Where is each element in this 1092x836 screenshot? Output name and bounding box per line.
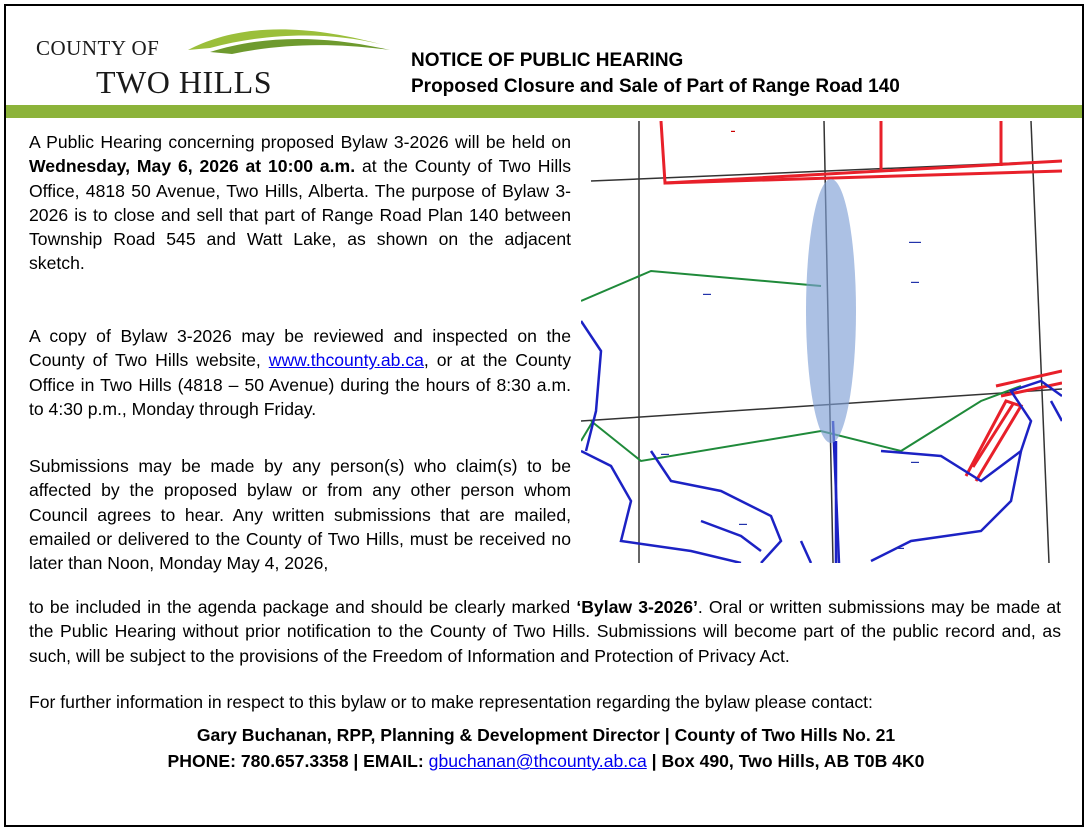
hearing-paragraph: [29, 130, 571, 276]
hearing-text-b: at the County of Two Hills Office, 4818 50 Avenue, Two Hills, Alberta. The purpose of Bylaw 3-2026 is to close and sell that part of Range Road Plan 140 between Township Road 545 and Watt Lake, as shown on the adjacent sketch.: [29, 156, 571, 274]
logo-county-of: COUNTY OF: [36, 36, 160, 60]
map-drawing: [581, 121, 1062, 563]
hearing-text-a: A Public Hearing concerning proposed Bylaw 3-2026 will be held on: [29, 132, 571, 152]
closure-area-highlight: [806, 179, 856, 443]
contact-address: | Box 490, Two Hills, AB T0B 4K0: [646, 751, 925, 771]
county-logo: [30, 22, 370, 102]
header-divider: [6, 105, 1082, 118]
hills-logo-icon: [180, 22, 395, 62]
agenda-text-b: . Oral or written submissions may be made at the Public Hearing without prior notification to the County of Two Hills. Submissions will become part of the public record and, as such, will be subject to the provisions of the Freedom of Information and Protection of Privacy Act.: [29, 597, 1062, 666]
notice-title: [411, 48, 900, 100]
submissions-paragraph: Submissions may be made by any person(s) who claim(s) to be affected by the proposed bylaw or from any other person whom Council agrees to hear. Any written submissions that are mailed, emailed or delivered to the County of Two Hills, must be received no later than Noon, Monday May 4, 2026,: [29, 456, 571, 574]
boundary-lines: [581, 271, 1021, 461]
contact-details: [0, 748, 1092, 774]
website-link[interactable]: www.thcounty.ab.ca: [268, 350, 424, 371]
agenda-text-a: to be included in the agenda package and should be clearly marked: [29, 597, 577, 617]
review-text-a: A copy of Bylaw 3-2026 may be reviewed and inspected on the County of Two Hills website,: [29, 326, 571, 371]
hearing-date: Wednesday, May 6, 2026 at 10:00 a.m.: [29, 156, 356, 177]
review-paragraph: [29, 324, 571, 421]
notice-subheading: Proposed Closure and Sale of Part of Range Road 140: [411, 76, 900, 97]
agenda-paragraph: [29, 595, 1061, 668]
review-text-b: , or at the County Office in Two Hills (4818 – 50 Avenue) during the hours of 8:30 a.m. to 4:30 p.m., Monday through Friday.: [29, 350, 571, 419]
contact-name: Gary Buchanan, RPP, Planning & Development Director | County of Two Hills No. 21: [196, 725, 896, 745]
logo-two-hills: TWO HILLS: [96, 64, 273, 100]
contact-phone: PHONE: 780.657.3358 | EMAIL:: [167, 751, 429, 771]
email-link[interactable]: gbuchanan@thcounty.ab.ca: [428, 751, 647, 771]
bylaw-mark: ‘Bylaw 3-2026’: [576, 597, 698, 617]
contact-intro: For further information in respect to this bylaw or to make representation regarding the bylaw please contact:: [29, 692, 873, 712]
notice-heading: NOTICE OF PUBLIC HEARING: [411, 50, 684, 71]
location-sketch-map: ▬ ▬▬ ▬▬ ▬▬▬ ▬▬ ▬▬ ▬▬ ▬▬: [581, 121, 1062, 563]
